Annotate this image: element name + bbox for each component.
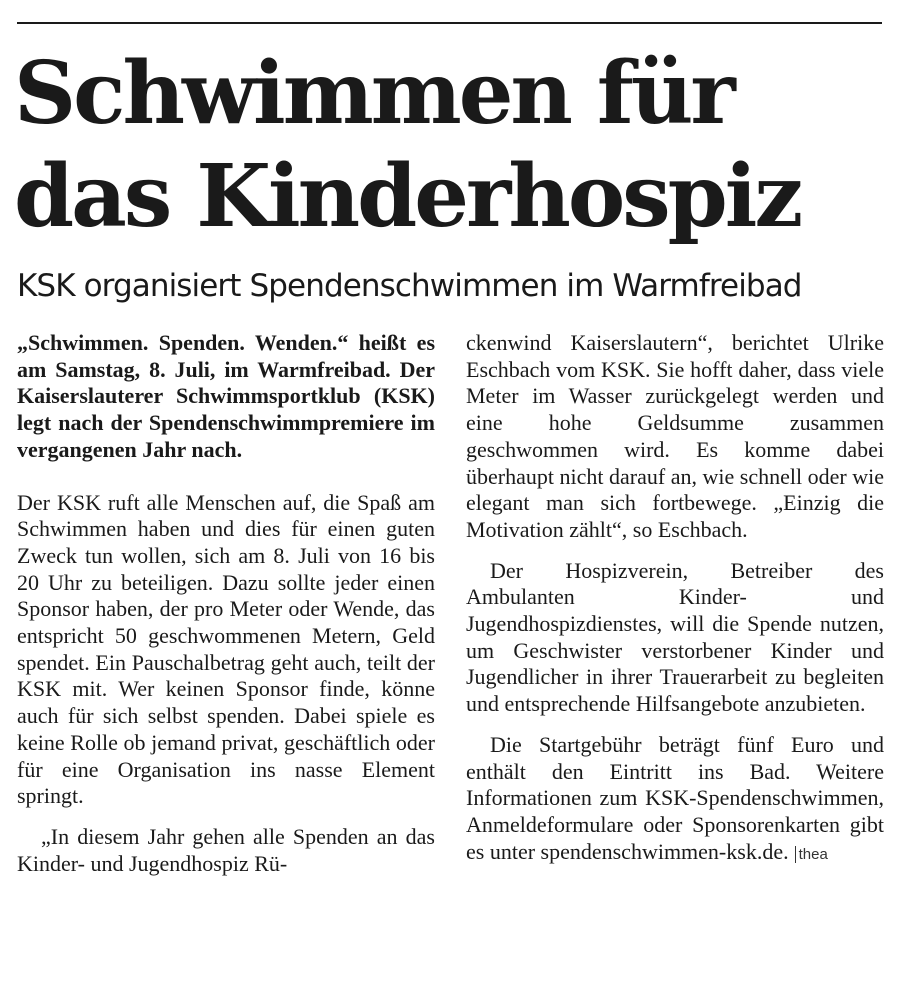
body-paragraph-4-text: Die Startgebühr beträgt fünf Euro und enthält den Eintritt ins Bad. Weitere Informationen zum KSK-Spendenschwimmen, Anmeldeformulare oder Sponsorenkarten gibt es unter spendenschwimmen-ksk.de. bbox=[466, 731, 884, 864]
article-column-right bbox=[466, 330, 884, 868]
lead-paragraph: „Schwimmen. Spenden. Wenden.“ heißt es am Samstag, 8. Juli, im Warmfreibad. Der Kaiserslauterer Schwimmsportklub (KSK) legt nach der Spendenschwimmpremiere im vergangenen Jahr nach. bbox=[17, 330, 435, 462]
subheadline: KSK organisiert Spendenschwimmen im Warmfreibad bbox=[17, 268, 802, 304]
body-paragraph-3: Der Hospizverein, Betreiber des Ambulanten Kinder- und Jugendhospizdienstes, will die Spende nutzen, um Geschwister verstorbener Kinder und Jugendlicher in ihrer Trauerarbeit zu begleiten und entsprechende Hilfsangebote anzubieten. bbox=[466, 557, 884, 717]
headline bbox=[14, 42, 894, 248]
body-paragraph-2-part-2: ckenwind Kaiserslautern“, berichtet Ulrike Eschbach vom KSK. Sie hofft daher, dass viele Meter im Wasser zurückgelegt werden und eine hohe Geldsumme zusammen geschwommen wird. Es komme dabei überhaupt nicht darauf an, wie schnell oder wie elegant man sich fortbewege. „Einzig die Motivation zählt“, so Eschbach. bbox=[466, 330, 884, 542]
top-rule bbox=[17, 22, 882, 24]
author-initials: thea bbox=[795, 846, 828, 863]
headline-line-2: das Kinderhospiz bbox=[14, 146, 801, 247]
headline-line-1: Schwimmen für bbox=[14, 43, 733, 144]
body-paragraph-1: Der KSK ruft alle Menschen auf, die Spaß am Schwimmen haben und dies für einen guten Zweck tun wollen, sich am 8. Juli von 16 bis 20 Uhr zu beteiligen. Dazu sollte jeder einen Sponsor haben, der pro Meter oder Wende, das entspricht 50 geschwommenen Metern, Geld spendet. Ein Pauschalbetrag geht auch, teilt der KSK mit. Wer keinen Sponsor finde, könne auch für sich selbst spenden. Dabei spiele es keine Rolle ob jemand privat, geschäftlich oder für eine Organisation ins nasse Element springt. bbox=[17, 489, 435, 809]
body-paragraph-4 bbox=[466, 732, 884, 869]
article-column-left bbox=[17, 330, 435, 877]
body-paragraph-2-part-1: „In diesem Jahr gehen alle Spenden an das Kinder- und Jugendhospiz Rü- bbox=[17, 823, 435, 876]
